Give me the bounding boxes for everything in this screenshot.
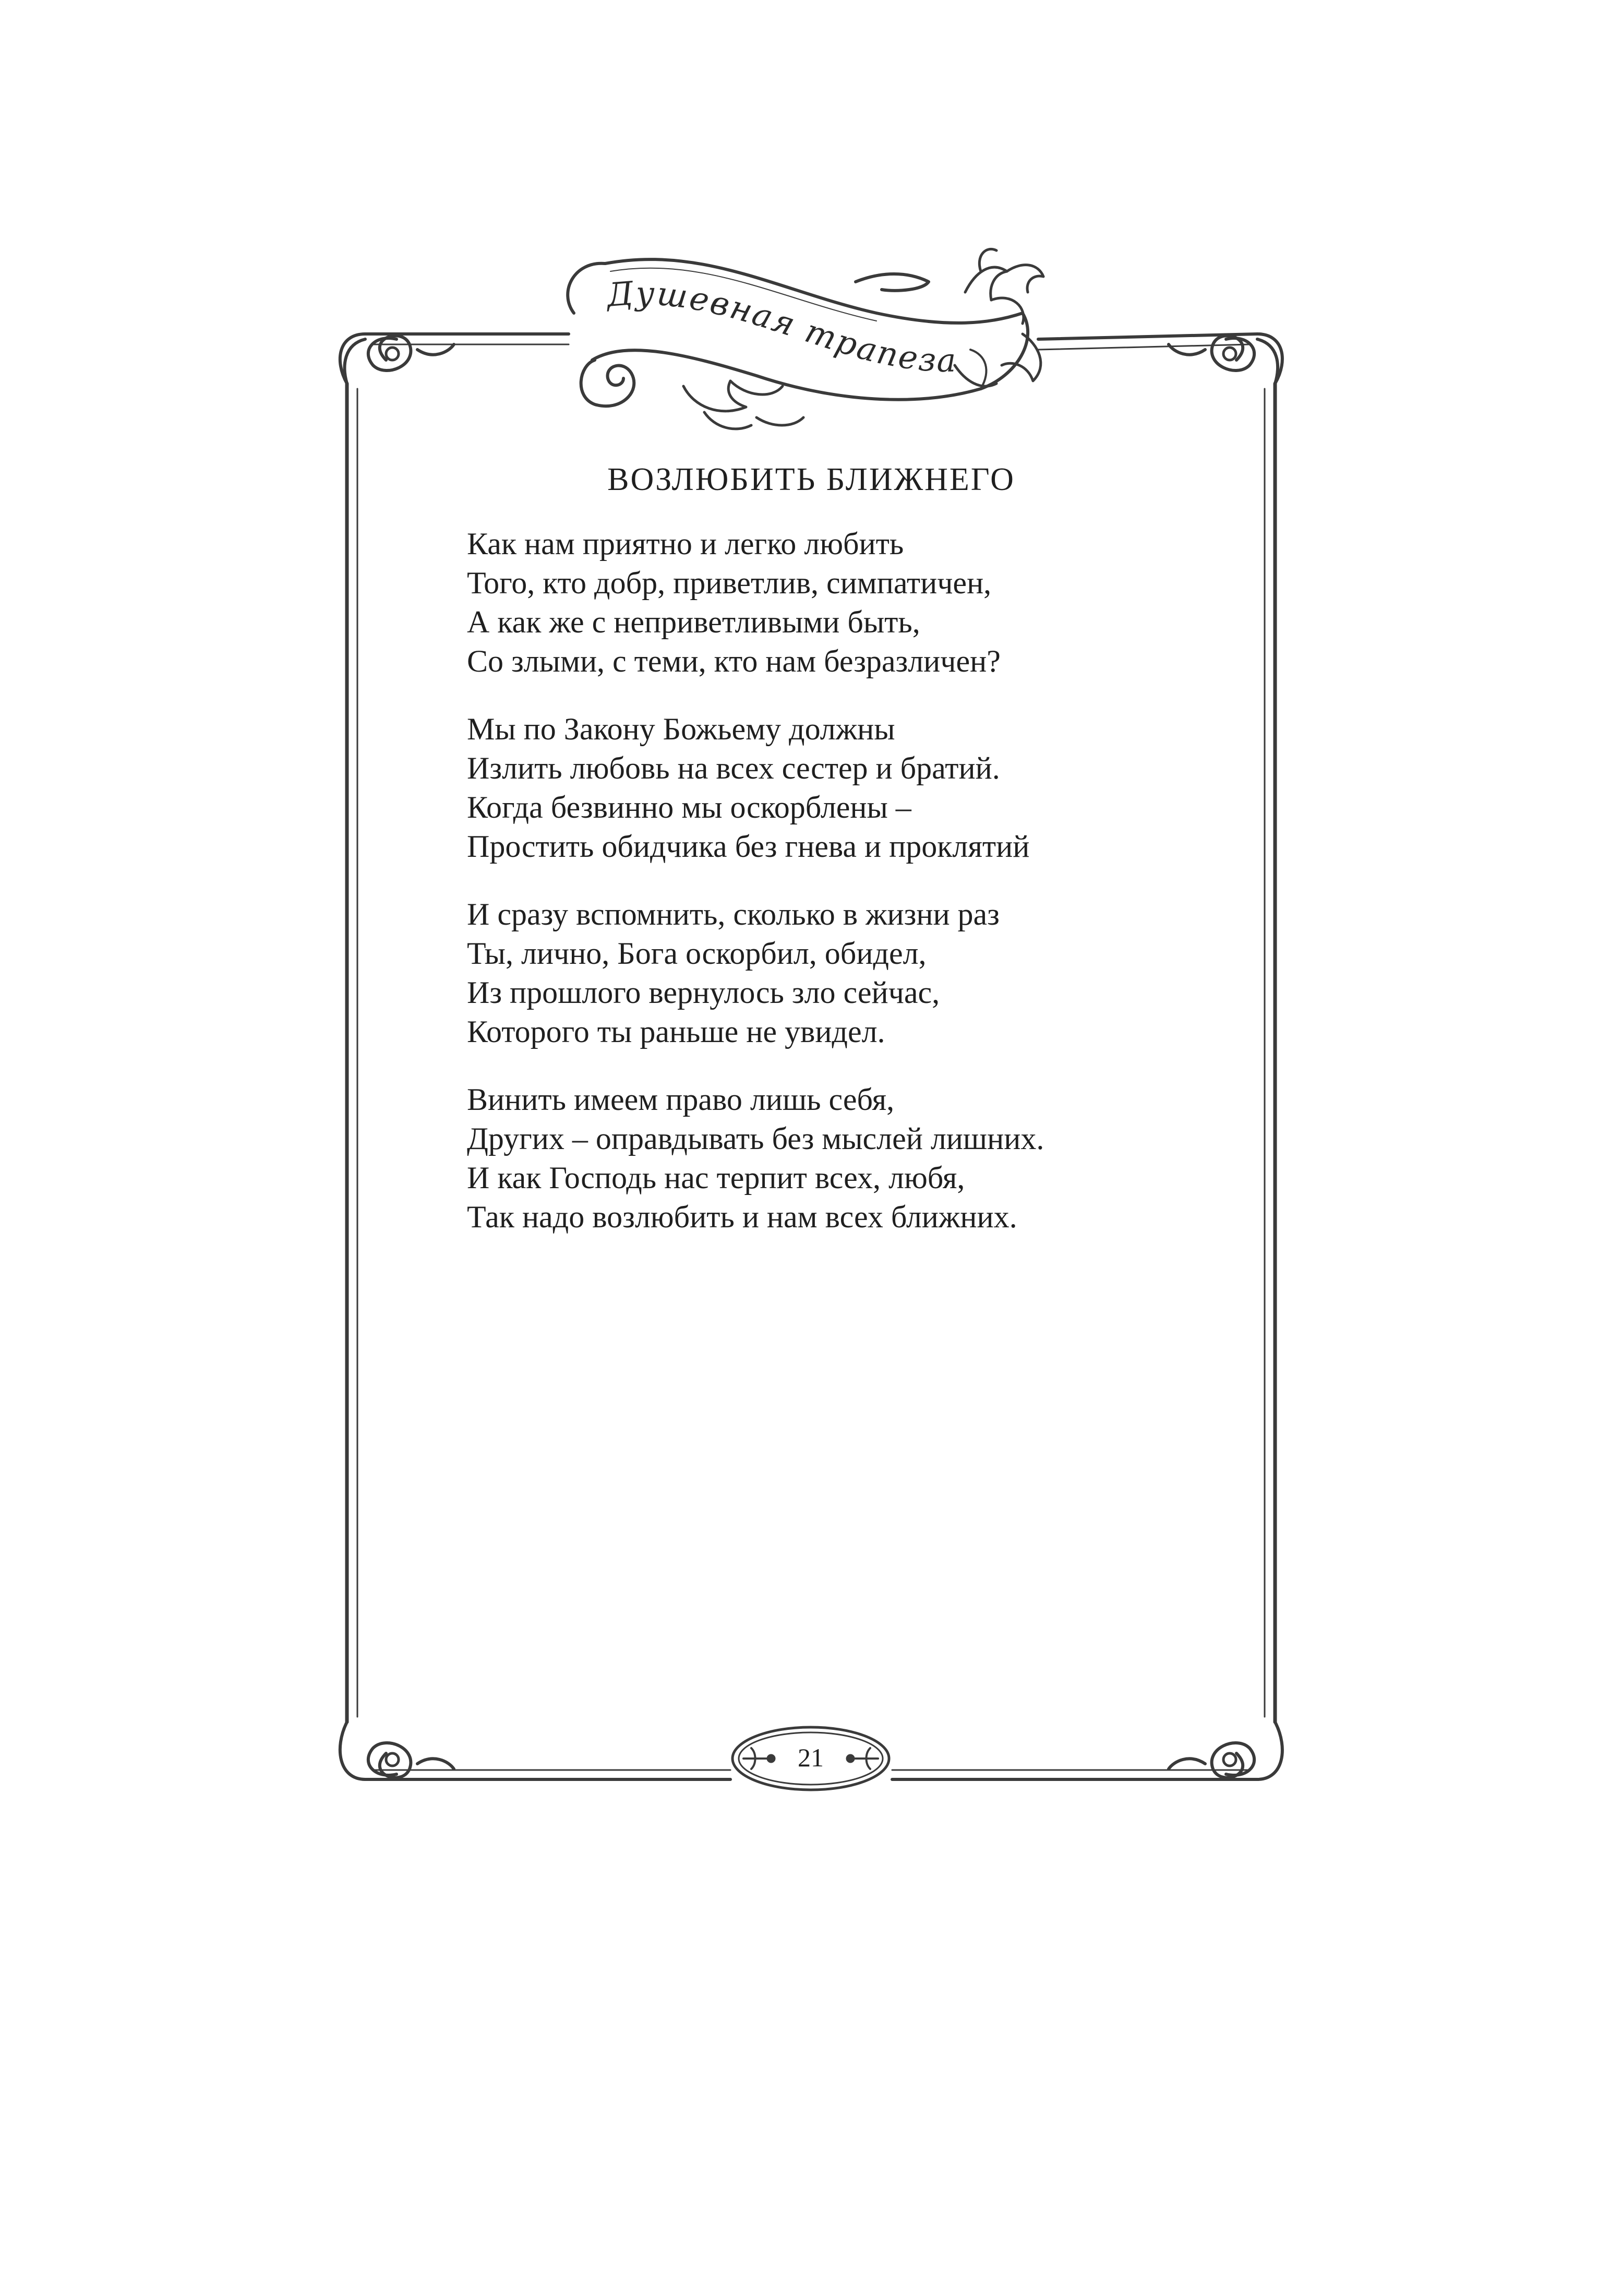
header-banner-text: Душевная трапеза <box>605 274 958 380</box>
poem-line: Со злыми, с теми, кто нам безразличен? <box>467 644 1001 678</box>
poem-body <box>467 524 1281 1265</box>
poem-line: Мы по Закону Божьему должны <box>467 712 895 746</box>
poem-line: Винить имеем право лишь себя, <box>467 1082 895 1117</box>
poem-line: Из прошлого вернулось зло сейчас, <box>467 975 940 1010</box>
poem-line: Так надо возлюбить и нам всех ближних. <box>467 1200 1017 1234</box>
poem-line: Простить обидчика без гнева и проклятий <box>467 829 1030 864</box>
corner-ornament-top-right <box>1169 334 1282 384</box>
page-number: 21 <box>798 1743 824 1772</box>
poem-stanza <box>467 1080 1281 1237</box>
poem-title: ВОЗЛЮБИТЬ БЛИЖНЕГО <box>607 462 1015 497</box>
poem-line: Которого ты раньше не увидел. <box>467 1014 885 1049</box>
poem-line: Ты, лично, Бога оскорбил, обидел, <box>467 936 927 971</box>
poem-line: И сразу вспомнить, сколько в жизни раз <box>467 897 1000 931</box>
poem-line: Других – оправдывать без мыслей лишних. <box>467 1121 1044 1156</box>
poem-stanza <box>467 895 1281 1051</box>
corner-ornament-top-left <box>340 334 454 384</box>
poem-stanza <box>467 524 1281 681</box>
poem-line: А как же с неприветливыми быть, <box>467 605 920 639</box>
poem-line: Того, кто добр, приветлив, симпатичен, <box>467 566 992 600</box>
poem-line: Когда безвинно мы оскорблены – <box>467 790 911 824</box>
poem-line: И как Господь нас терпит всех, любя, <box>467 1161 965 1195</box>
poem-stanza <box>467 710 1281 866</box>
poem-line: Как нам приятно и легко любить <box>467 527 904 561</box>
poem-line: Излить любовь на всех сестер и братий. <box>467 751 1000 785</box>
